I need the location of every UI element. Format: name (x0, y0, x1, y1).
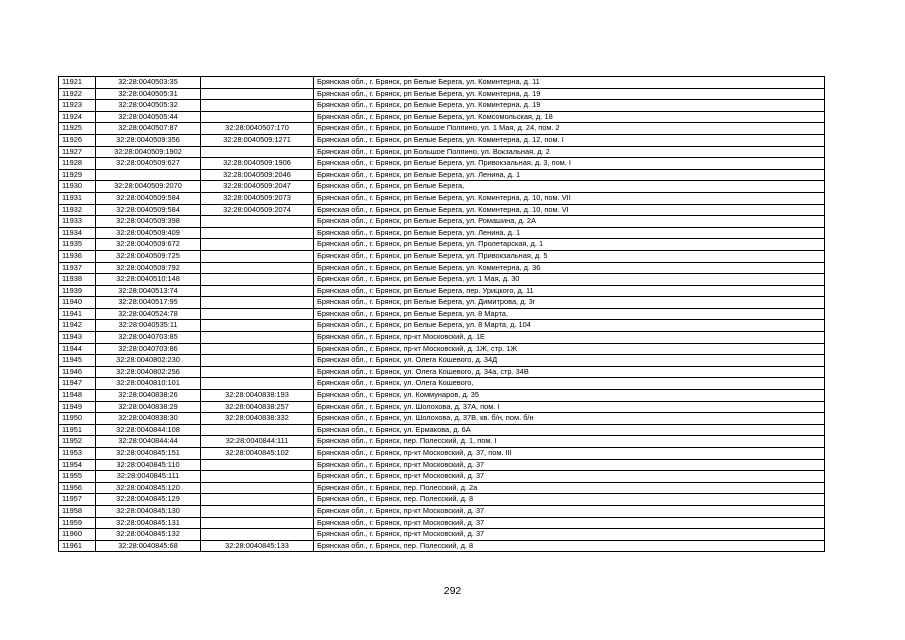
cadastral-number-cell: 32:28:0040845:68 (96, 540, 201, 552)
table-row (59, 343, 825, 355)
cadastral-number-cell: 32:28:0040509:398 (96, 216, 201, 228)
row-number-cell: 11921 (59, 77, 96, 89)
row-number-cell: 11952 (59, 436, 96, 448)
register-table-body (59, 77, 825, 552)
address-cell: Брянская обл., г. Брянск, ул. Олега Кошевого, д. 34а, стр. 34В (314, 366, 825, 378)
address-cell: Брянская обл., г. Брянск, ул. Олега Кошевого, (314, 378, 825, 390)
row-number-cell: 11935 (59, 239, 96, 251)
row-number-cell: 11957 (59, 494, 96, 506)
cadastral-number-cell: 32:28:0040505:31 (96, 88, 201, 100)
related-cadastral-number-cell (201, 332, 314, 344)
address-cell: Брянская обл., г. Брянск, рп Белые Берега, ул. Коминтерна, д. 10, пом. VII (314, 192, 825, 204)
cadastral-number-cell: 32:28:0040509:672 (96, 239, 201, 251)
address-cell: Брянская обл., г. Брянск, рп Белые Берега, ул. 1 Мая, д. 30 (314, 274, 825, 286)
table-row (59, 459, 825, 471)
address-cell: Брянская обл., г. Брянск, пр-кт Московский, д. 1Е (314, 332, 825, 344)
table-row (59, 378, 825, 390)
row-number-cell: 11924 (59, 111, 96, 123)
cadastral-number-cell: 32:28:0040509:584 (96, 204, 201, 216)
cadastral-number-cell: 32:28:0040509:356 (96, 134, 201, 146)
table-row (59, 390, 825, 402)
address-cell: Брянская обл., г. Брянск, рп Большое Полпино, ул. Вокзальная, д. 2 (314, 146, 825, 158)
row-number-cell: 11931 (59, 192, 96, 204)
address-cell: Брянская обл., г. Брянск, рп Белые Берега, ул. Коминтерна, д. 19 (314, 88, 825, 100)
address-cell: Брянская обл., г. Брянск, рп Белые Берега, ул. Привокзальная, д. 3, пом. I (314, 158, 825, 170)
row-number-cell: 11926 (59, 134, 96, 146)
cadastral-number-cell: 32:28:0040509:792 (96, 262, 201, 274)
related-cadastral-number-cell (201, 482, 314, 494)
row-number-cell: 11960 (59, 529, 96, 541)
address-cell: Брянская обл., г. Брянск, рп Белые Берега, (314, 181, 825, 193)
row-number-cell: 11948 (59, 390, 96, 402)
address-cell: Брянская обл., г. Брянск, пер. Полесский, д. 1, пом. I (314, 436, 825, 448)
address-cell: Брянская обл., г. Брянск, рп Белые Берега, ул. Пролетарская, д. 1 (314, 239, 825, 251)
table-row (59, 123, 825, 135)
address-cell: Брянская обл., г. Брянск, ул. Ермакова, д. 6А (314, 424, 825, 436)
cadastral-number-cell: 32:28:0040517:95 (96, 297, 201, 309)
address-cell: Брянская обл., г. Брянск, рп Белые Берега, ул. Ромашина, д. 2А (314, 216, 825, 228)
table-row (59, 517, 825, 529)
address-cell: Брянская обл., г. Брянск, рп Белые Берега, ул. Коминтерна, д. 19 (314, 100, 825, 112)
cadastral-number-cell: 32:28:0040503:35 (96, 77, 201, 89)
related-cadastral-number-cell: 32:28:0040845:133 (201, 540, 314, 552)
address-cell: Брянская обл., г. Брянск, пр-кт Московский, д. 37 (314, 517, 825, 529)
table-row (59, 482, 825, 494)
table-row (59, 436, 825, 448)
related-cadastral-number-cell: 32:28:0040838:332 (201, 413, 314, 425)
related-cadastral-number-cell: 32:28:0040509:2074 (201, 204, 314, 216)
related-cadastral-number-cell (201, 239, 314, 251)
cadastral-number-cell: 32:28:0040535:11 (96, 320, 201, 332)
table-row (59, 146, 825, 158)
row-number-cell: 11939 (59, 285, 96, 297)
related-cadastral-number-cell: 32:28:0040838:257 (201, 401, 314, 413)
address-cell: Брянская обл., г. Брянск, пер. Полесский, д. 8 (314, 540, 825, 552)
table-row (59, 181, 825, 193)
related-cadastral-number-cell: 32:28:0040509:2046 (201, 169, 314, 181)
related-cadastral-number-cell (201, 77, 314, 89)
related-cadastral-number-cell (201, 297, 314, 309)
table-row (59, 308, 825, 320)
row-number-cell: 11951 (59, 424, 96, 436)
address-cell: Брянская обл., г. Брянск, рп Белые Берега, ул. Коминтерна, д. 10, пом. VI (314, 204, 825, 216)
related-cadastral-number-cell (201, 216, 314, 228)
table-row (59, 424, 825, 436)
cadastral-number-cell: 32:28:0040845:130 (96, 505, 201, 517)
related-cadastral-number-cell (201, 227, 314, 239)
cadastral-number-cell: 32:28:0040509:584 (96, 192, 201, 204)
row-number-cell: 11961 (59, 540, 96, 552)
cadastral-number-cell: 32:28:0040845:111 (96, 471, 201, 483)
cadastral-number-cell: 32:28:0040703:85 (96, 332, 201, 344)
cadastral-number-cell (96, 169, 201, 181)
table-row (59, 529, 825, 541)
related-cadastral-number-cell (201, 285, 314, 297)
row-number-cell: 11943 (59, 332, 96, 344)
table-row (59, 227, 825, 239)
table-row (59, 413, 825, 425)
cadastral-number-cell: 32:28:0040838:29 (96, 401, 201, 413)
row-number-cell: 11936 (59, 250, 96, 262)
table-row (59, 471, 825, 483)
row-number-cell: 11953 (59, 448, 96, 460)
cadastral-number-cell: 32:28:0040507:87 (96, 123, 201, 135)
cadastral-number-cell: 32:28:0040845:151 (96, 448, 201, 460)
cadastral-number-cell: 32:28:0040845:120 (96, 482, 201, 494)
address-cell: Брянская обл., г. Брянск, ул. Олега Кошевого, д. 34Д (314, 355, 825, 367)
related-cadastral-number-cell (201, 308, 314, 320)
cadastral-number-cell: 32:28:0040845:131 (96, 517, 201, 529)
row-number-cell: 11938 (59, 274, 96, 286)
row-number-cell: 11950 (59, 413, 96, 425)
cadastral-number-cell: 32:28:0040505:32 (96, 100, 201, 112)
address-cell: Брянская обл., г. Брянск, ул. Шолохова, д. 37В, кв. б/н, пом. б/н (314, 413, 825, 425)
cadastral-number-cell: 32:28:0040845:129 (96, 494, 201, 506)
row-number-cell: 11923 (59, 100, 96, 112)
cadastral-number-cell: 32:28:0040845:132 (96, 529, 201, 541)
address-cell: Брянская обл., г. Брянск, ул. Коммунаров, д. 35 (314, 390, 825, 402)
row-number-cell: 11955 (59, 471, 96, 483)
table-row (59, 77, 825, 89)
table-row (59, 239, 825, 251)
related-cadastral-number-cell: 32:28:0040838:193 (201, 390, 314, 402)
cadastral-number-cell: 32:28:0040524:78 (96, 308, 201, 320)
related-cadastral-number-cell (201, 505, 314, 517)
row-number-cell: 11930 (59, 181, 96, 193)
address-cell: Брянская обл., г. Брянск, рп Белые Берега, ул. Привокзальная, д. 5 (314, 250, 825, 262)
row-number-cell: 11947 (59, 378, 96, 390)
table-row (59, 494, 825, 506)
row-number-cell: 11956 (59, 482, 96, 494)
row-number-cell: 11949 (59, 401, 96, 413)
table-row (59, 297, 825, 309)
row-number-cell: 11929 (59, 169, 96, 181)
table-row (59, 216, 825, 228)
address-cell: Брянская обл., г. Брянск, пр-кт Московский, д. 37, пом. III (314, 448, 825, 460)
table-row (59, 366, 825, 378)
cadastral-number-cell: 32:28:0040844:108 (96, 424, 201, 436)
related-cadastral-number-cell: 32:28:0040509:2073 (201, 192, 314, 204)
row-number-cell: 11954 (59, 459, 96, 471)
related-cadastral-number-cell (201, 517, 314, 529)
address-cell: Брянская обл., г. Брянск, пр-кт Московский, д. 37 (314, 505, 825, 517)
table-row (59, 169, 825, 181)
row-number-cell: 11940 (59, 297, 96, 309)
related-cadastral-number-cell: 32:28:0040509:2047 (201, 181, 314, 193)
related-cadastral-number-cell (201, 471, 314, 483)
related-cadastral-number-cell (201, 529, 314, 541)
cadastral-number-cell: 32:28:0040810:101 (96, 378, 201, 390)
address-cell: Брянская обл., г. Брянск, рп Белые Берега, ул. Комсомольская, д. 18 (314, 111, 825, 123)
cadastral-number-cell: 32:28:0040802:230 (96, 355, 201, 367)
cadastral-number-cell: 32:28:0040505:44 (96, 111, 201, 123)
row-number-cell: 11922 (59, 88, 96, 100)
row-number-cell: 11933 (59, 216, 96, 228)
table-row (59, 100, 825, 112)
cadastral-number-cell: 32:28:0040509:725 (96, 250, 201, 262)
cadastral-number-cell: 32:28:0040838:26 (96, 390, 201, 402)
address-cell: Брянская обл., г. Брянск, рп Белые Берега, ул. 8 Марта, д. 104 (314, 320, 825, 332)
address-cell: Брянская обл., г. Брянск, ул. Шолохова, д. 37А, пом. I (314, 401, 825, 413)
table-row (59, 401, 825, 413)
related-cadastral-number-cell (201, 494, 314, 506)
related-cadastral-number-cell (201, 250, 314, 262)
related-cadastral-number-cell: 32:28:0040844:111 (201, 436, 314, 448)
row-number-cell: 11927 (59, 146, 96, 158)
register-table (58, 76, 825, 552)
table-row (59, 158, 825, 170)
cadastral-number-cell: 32:28:0040510:148 (96, 274, 201, 286)
cadastral-number-cell: 32:28:0040703:86 (96, 343, 201, 355)
address-cell: Брянская обл., г. Брянск, рп Белые Берега, ул. Коминтерна, д. 12, пом. I (314, 134, 825, 146)
related-cadastral-number-cell (201, 366, 314, 378)
address-cell: Брянская обл., г. Брянск, рп Белые Берега, ул. 8 Марта, (314, 308, 825, 320)
address-cell: Брянская обл., г. Брянск, рп Белые Берега, ул. Ленина, д. 1 (314, 227, 825, 239)
related-cadastral-number-cell: 32:28:0040509:1906 (201, 158, 314, 170)
cadastral-number-cell: 32:28:0040509:627 (96, 158, 201, 170)
row-number-cell: 11937 (59, 262, 96, 274)
table-row (59, 262, 825, 274)
related-cadastral-number-cell (201, 378, 314, 390)
table-row (59, 355, 825, 367)
cadastral-number-cell: 32:28:0040838:30 (96, 413, 201, 425)
table-row (59, 134, 825, 146)
row-number-cell: 11928 (59, 158, 96, 170)
address-cell: Брянская обл., г. Брянск, пр-кт Московский, д. 37 (314, 459, 825, 471)
table-row (59, 274, 825, 286)
table-row (59, 250, 825, 262)
address-cell: Брянская обл., г. Брянск, рп Большое Полпино, ул. 1 Мая, д. 24, пом. 2 (314, 123, 825, 135)
table-row (59, 285, 825, 297)
row-number-cell: 11958 (59, 505, 96, 517)
table-row (59, 505, 825, 517)
cadastral-number-cell: 32:28:0040513:74 (96, 285, 201, 297)
row-number-cell: 11934 (59, 227, 96, 239)
table-row (59, 448, 825, 460)
related-cadastral-number-cell (201, 146, 314, 158)
related-cadastral-number-cell (201, 459, 314, 471)
related-cadastral-number-cell: 32:28:0040509:1271 (201, 134, 314, 146)
address-cell: Брянская обл., г. Брянск, рп Белые Берега, ул. Димитрова, д. 3г (314, 297, 825, 309)
address-cell: Брянская обл., г. Брянск, пер. Полесский, д. 8 (314, 494, 825, 506)
cadastral-number-cell: 32:28:0040845:110 (96, 459, 201, 471)
address-cell: Брянская обл., г. Брянск, рп Белые Берега, ул. Коминтерна, д. 11 (314, 77, 825, 89)
address-cell: Брянская обл., г. Брянск, рп Белые Берега, пер. Урицкого, д. 11 (314, 285, 825, 297)
cadastral-number-cell: 32:28:0040509:409 (96, 227, 201, 239)
table-row (59, 332, 825, 344)
page-number: 292 (443, 585, 462, 597)
related-cadastral-number-cell (201, 262, 314, 274)
row-number-cell: 11946 (59, 366, 96, 378)
table-row (59, 88, 825, 100)
row-number-cell: 11959 (59, 517, 96, 529)
address-cell: Брянская обл., г. Брянск, пер. Полесский, д. 2а (314, 482, 825, 494)
address-cell: Брянская обл., г. Брянск, пр-кт Московский, д. 1Ж, стр. 1Ж (314, 343, 825, 355)
address-cell: Брянская обл., г. Брянск, рп Белые Берега, ул. Коминтерна, д. 36 (314, 262, 825, 274)
related-cadastral-number-cell (201, 343, 314, 355)
address-cell: Брянская обл., г. Брянск, пр-кт Московский, д. 37 (314, 529, 825, 541)
related-cadastral-number-cell (201, 424, 314, 436)
cadastral-number-cell: 32:28:0040509:2070 (96, 181, 201, 193)
table-row (59, 111, 825, 123)
related-cadastral-number-cell (201, 111, 314, 123)
table-row (59, 192, 825, 204)
table-row (59, 540, 825, 552)
related-cadastral-number-cell: 32:28:0040507:170 (201, 123, 314, 135)
related-cadastral-number-cell (201, 88, 314, 100)
address-cell: Брянская обл., г. Брянск, пр-кт Московский, д. 37 (314, 471, 825, 483)
related-cadastral-number-cell (201, 100, 314, 112)
row-number-cell: 11944 (59, 343, 96, 355)
cadastral-number-cell: 32:28:0040509:1902 (96, 146, 201, 158)
table-row (59, 320, 825, 332)
related-cadastral-number-cell (201, 274, 314, 286)
related-cadastral-number-cell: 32:28:0040845:102 (201, 448, 314, 460)
address-cell: Брянская обл., г. Брянск, рп Белые Берега, ул. Ленина, д. 1 (314, 169, 825, 181)
cadastral-number-cell: 32:28:0040802:256 (96, 366, 201, 378)
row-number-cell: 11942 (59, 320, 96, 332)
table-row (59, 204, 825, 216)
row-number-cell: 11932 (59, 204, 96, 216)
row-number-cell: 11925 (59, 123, 96, 135)
related-cadastral-number-cell (201, 320, 314, 332)
row-number-cell: 11945 (59, 355, 96, 367)
row-number-cell: 11941 (59, 308, 96, 320)
cadastral-number-cell: 32:28:0040844:44 (96, 436, 201, 448)
related-cadastral-number-cell (201, 355, 314, 367)
